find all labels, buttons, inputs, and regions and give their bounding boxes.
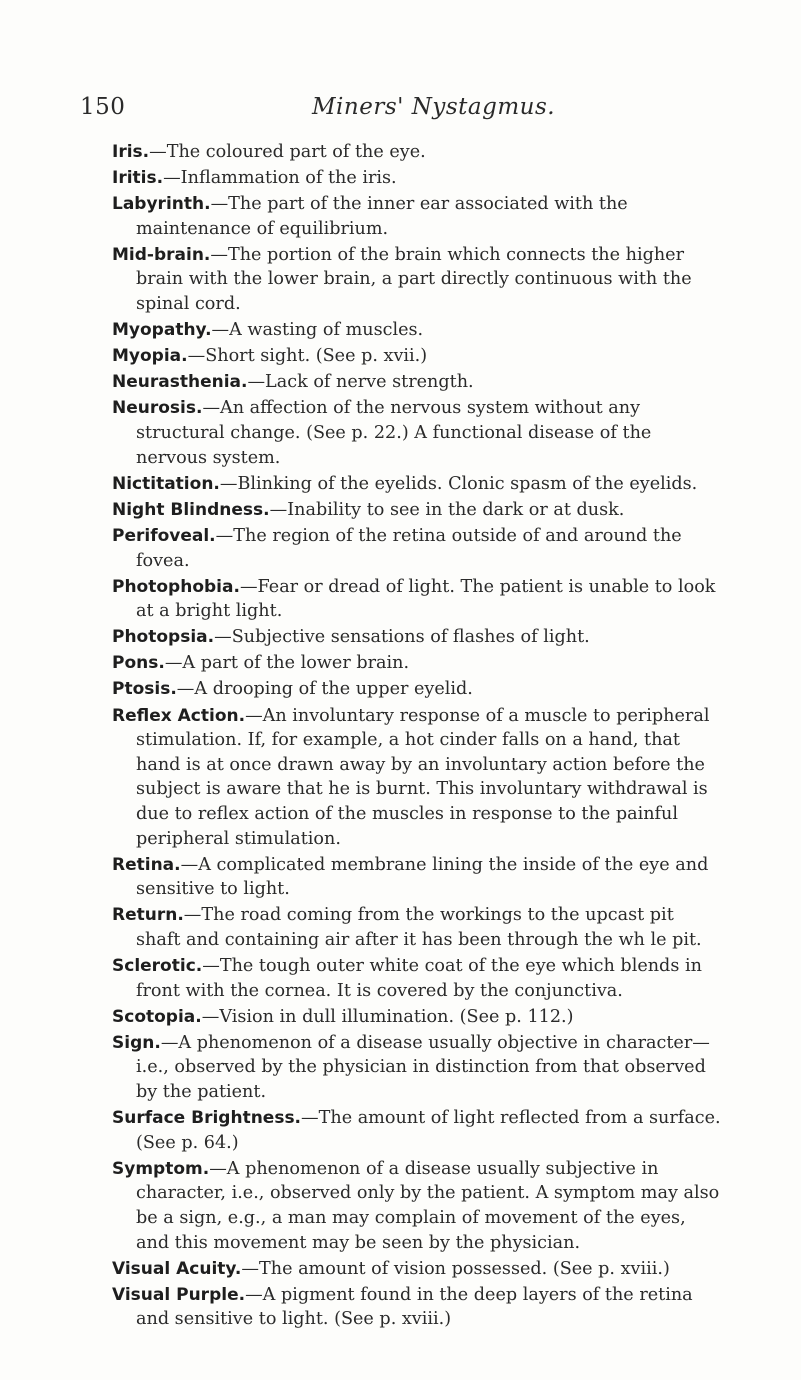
glossary-term: Surface Brightness. <box>112 1108 302 1129</box>
glossary-term: Visual Acuity. <box>112 1258 242 1279</box>
glossary-entry <box>112 1106 722 1155</box>
glossary-term: Iris. <box>112 142 150 162</box>
page-header <box>80 94 720 124</box>
glossary-entry <box>112 1005 722 1030</box>
glossary-definition: —An affection of the nervous system without any structural change. (See p. 22.) A functional disease of the nervous system. <box>136 398 652 468</box>
glossary-entry <box>112 1283 722 1332</box>
glossary-entry <box>112 524 722 573</box>
glossary-definition: —Fear or dread of light. The patient is unable to look at a bright light. <box>136 576 716 622</box>
running-title: Miners' Nystagmus. <box>312 94 556 120</box>
glossary-entry <box>112 1257 722 1282</box>
glossary-entry <box>112 344 722 369</box>
glossary-entry <box>112 1157 722 1255</box>
glossary-definition: —A part of the lower brain. <box>164 653 410 674</box>
glossary-entry <box>112 192 722 241</box>
glossary-entry <box>112 625 722 650</box>
glossary-definition: —The tough outer white coat of the eye which blends in front with the cornea. It is covered by the conjunctiva. <box>136 956 702 1001</box>
page-number: 150 <box>80 94 126 120</box>
glossary-entry <box>112 370 722 395</box>
glossary-term: Neurosis. <box>112 398 203 419</box>
glossary-entries <box>112 140 722 1333</box>
glossary-definition: —The coloured part of the eye. <box>149 142 426 162</box>
glossary-term: Symptom. <box>112 1158 210 1179</box>
glossary-entry <box>112 318 722 343</box>
glossary-term: Scotopia. <box>112 1006 202 1027</box>
glossary-entry <box>112 651 722 676</box>
glossary-entry <box>112 166 722 191</box>
glossary-definition: —Inability to see in the dark or at dusk. <box>269 499 625 520</box>
glossary-entry <box>112 575 722 624</box>
glossary-term: Sclerotic. <box>112 956 203 976</box>
glossary-entry <box>112 498 722 523</box>
glossary-entry <box>112 243 722 317</box>
glossary-term: Iritis. <box>112 168 164 189</box>
glossary-entry <box>112 903 722 952</box>
glossary-entry <box>112 954 722 1003</box>
glossary-entry <box>112 853 722 902</box>
glossary-definition: —The portion of the brain which connects the higher brain with the lower brain, a part directly continuous with the spinal cord. <box>136 244 692 315</box>
glossary-definition: —Lack of nerve strength. <box>247 372 474 393</box>
glossary-term: Night Blindness. <box>112 499 270 520</box>
glossary-term: Photopsia. <box>112 627 215 648</box>
glossary-definition: —The amount of vision possessed. (See p. xviii.) <box>241 1258 670 1279</box>
glossary-term: Retina. <box>112 854 181 875</box>
glossary-term: Neurasthenia. <box>112 372 248 393</box>
glossary-term: Myopia. <box>112 346 188 367</box>
glossary-definition: —Subjective sensations of flashes of light. <box>214 627 590 648</box>
glossary-entry <box>112 472 722 497</box>
glossary-definition: —A drooping of the upper eyelid. <box>176 679 473 700</box>
glossary-entry <box>112 704 722 852</box>
glossary-definition: —Vision in dull illumination. (See p. 112.) <box>201 1006 574 1027</box>
glossary-definition: —A phenomenon of a disease usually objective in character—i.e., observed by the physician in distinction from that observed by the patient. <box>136 1032 710 1102</box>
glossary-definition: —Inflammation of the iris. <box>163 168 397 189</box>
glossary-term: Myopathy. <box>112 320 212 341</box>
glossary-definition: —The part of the inner ear associated with the maintenance of equilibrium. <box>136 194 628 239</box>
glossary-definition: —The region of the retina outside of and around the fovea. <box>136 525 682 571</box>
glossary-definition: —The amount of light reflected from a surface. (See p. 64.) <box>136 1108 721 1153</box>
glossary-term: Perifoveal. <box>112 525 216 546</box>
glossary-entry <box>112 1031 722 1105</box>
glossary-definition: —Blinking of the eyelids. Clonic spasm of the eyelids. <box>219 473 698 494</box>
glossary-term: Pons. <box>112 653 165 674</box>
glossary-definition: —A pigment found in the deep layers of the retina and sensitive to light. (See p. xviii.) <box>136 1284 693 1330</box>
glossary-term: Visual Purple. <box>112 1284 246 1305</box>
glossary-term: Mid-brain. <box>112 244 211 265</box>
glossary-term: Ptosis. <box>112 679 177 700</box>
glossary-entry <box>112 140 722 165</box>
glossary-entry <box>112 396 722 470</box>
glossary-term: Nictitation. <box>112 473 220 494</box>
glossary-definition: —A phenomenon of a disease usually subjective in character, i.e., observed only by the patient. A symptom may also be a sign, e.g., a man may complain of movement of the eyes, and this movement may be seen by the physician. <box>136 1158 720 1253</box>
glossary-entry <box>112 677 722 702</box>
glossary-term: Photophobia. <box>112 576 240 597</box>
glossary-definition: —Short sight. (See p. xvii.) <box>187 346 428 367</box>
glossary-definition: —An involuntary response of a muscle to peripheral stimulation. If, for example, a hot cinder falls on a hand, that hand is at once drawn away by an involuntary action before the subject is aware that he is burnt. This involuntary withdrawal is due to reflex action of the muscles in response to the painful peripheral stimulation. <box>136 705 710 849</box>
glossary-definition: —A complicated membrane lining the inside of the eye and sensitive to light. <box>136 854 709 900</box>
glossary-definition: —A wasting of muscles. <box>211 320 424 341</box>
glossary-term: Sign. <box>112 1032 161 1053</box>
glossary-term: Labyrinth. <box>112 194 211 215</box>
glossary-definition: —The road coming from the workings to the upcast pit shaft and containing air after it has been through the wh le pit. <box>136 905 702 950</box>
glossary-term: Return. <box>112 905 184 926</box>
glossary-term: Reflex Action. <box>112 705 246 726</box>
